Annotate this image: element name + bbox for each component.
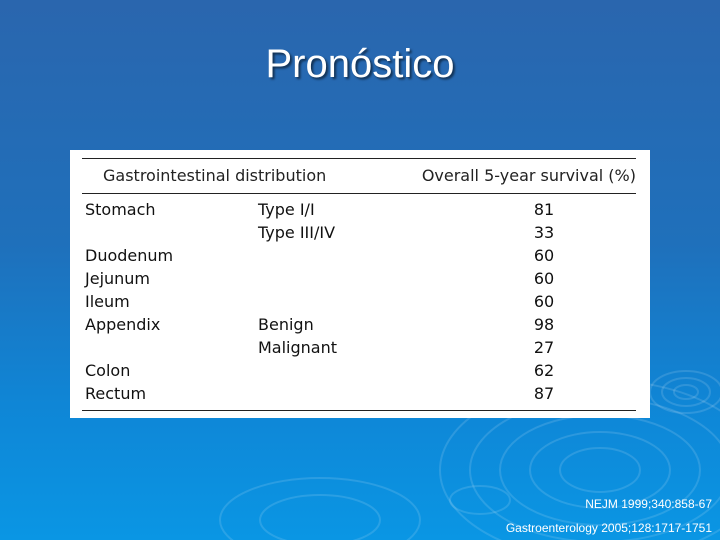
table-top-rule	[82, 158, 636, 159]
cell-survival: 62	[533, 361, 555, 380]
reference-nejm: NEJM 1999;340:858-67	[585, 497, 712, 511]
table-row	[70, 246, 650, 268]
cell-site: Rectum	[85, 384, 147, 403]
table-row	[70, 292, 650, 314]
table-bottom-rule	[82, 410, 636, 411]
column-header-distribution: Gastrointestinal distribution	[103, 166, 327, 185]
cell-site: Stomach	[85, 200, 156, 219]
cell-site: Duodenum	[85, 246, 174, 265]
table-row	[70, 384, 650, 406]
table-row	[70, 315, 650, 337]
cell-site: Colon	[85, 361, 131, 380]
column-header-survival: Overall 5-year survival (%)	[421, 166, 636, 185]
table-row	[70, 223, 650, 245]
cell-type: Type I/I	[258, 200, 315, 219]
cell-survival: 60	[533, 292, 555, 311]
reference-gastroenterology: Gastroenterology 2005;128:1717-1751	[505, 521, 712, 535]
table-row	[70, 361, 650, 383]
cell-survival: 60	[533, 246, 555, 265]
survival-table	[70, 150, 650, 418]
cell-type: Type III/IV	[258, 223, 336, 242]
cell-site: Ileum	[85, 292, 130, 311]
table-header-rule	[82, 193, 636, 194]
table-row	[70, 269, 650, 291]
cell-type: Malignant	[258, 338, 338, 357]
cell-site: Appendix	[85, 315, 161, 334]
table-row	[70, 200, 650, 222]
cell-survival: 60	[533, 269, 555, 288]
cell-survival: 98	[533, 315, 555, 334]
cell-site: Jejunum	[85, 269, 151, 288]
slide-title: Pronóstico	[265, 42, 455, 86]
cell-survival: 81	[533, 200, 555, 219]
cell-type: Benign	[258, 315, 314, 334]
cell-survival: 27	[533, 338, 555, 357]
table-row	[70, 338, 650, 360]
cell-survival: 33	[533, 223, 555, 242]
cell-survival: 87	[533, 384, 555, 403]
